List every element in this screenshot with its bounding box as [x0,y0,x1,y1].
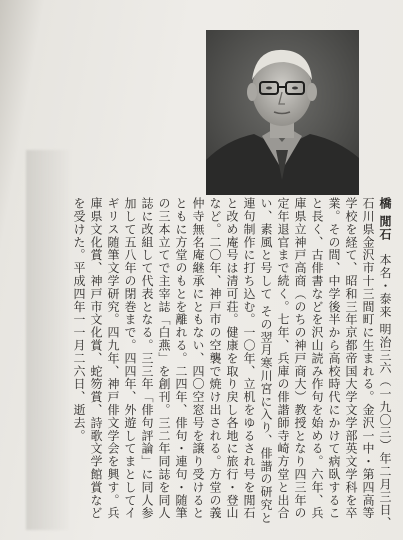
author-portrait-photo [206,30,359,195]
biography-body: 本名・泰来 明治三六（一九〇三）年二月三日、石川県金沢市十三間町に生まれる。金沢一中・第四高等学校を経て、昭和三年京都帝国大学文学部英文学科を卒業。その間、中学後半から高校時代にかけて病臥すること長く、古俳書などを沢山読み作句を始める。六年、兵庫県立神戸高商（のちの神戸商大）教授となり四三年の定年退官まで続く。七年、兵庫の俳諧師寺崎方堂と出合い、素風と号して その翌月寒川宮に入り、俳諧の研究と連句制作に打ち込む。一〇年、立机をゆるされ号を閒石と改め庵号は清可荘。健康を取り戻し各地に旅行・登山など。二〇年、神戸市の空襲で焼け出される。方堂の義仲寺無名庵継承にともない、四〇空窓号を譲り受けるとともに方堂のもとを離れる。二四年、俳句・連句・随筆の三本立てで主宰誌「白燕」を創刊。三二年同誌を同人誌に改組して代表となる。三三年「俳句評論」に同人参加して五八年の閉巻まで。四四年、外遊してまとしてイギリス随筆文学研究。四九年、神戸俳文学会を興す。兵庫県文化賞、神戸市文化賞、蛇笏賞、詩歌文学館賞などを受けた。平成四年一一月二六日、逝去。 [72,197,392,530]
author-name: 橋 閒石 [378,197,392,241]
biography-paragraph [70,197,393,532]
show-through-shadow [26,150,70,530]
biography-text [72,197,393,532]
